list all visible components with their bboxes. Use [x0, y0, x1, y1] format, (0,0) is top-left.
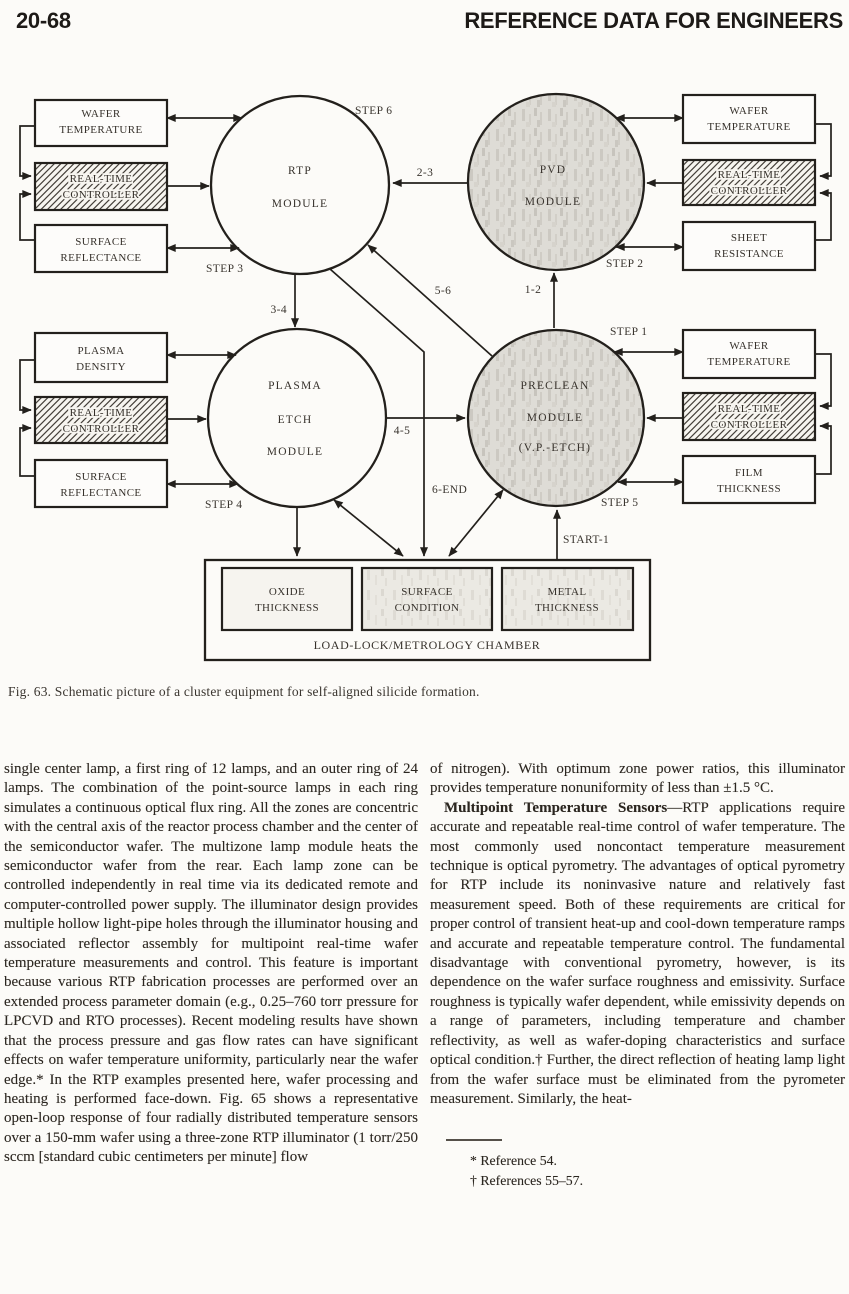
feedback-surface-refl-to-controller: [20, 194, 35, 240]
figure-63-diagram: [0, 88, 849, 678]
metal-thickness-box: [502, 568, 633, 630]
body-paragraph-right-2: [430, 799, 845, 1110]
right-text-column: [430, 760, 845, 1191]
footnote-1: * Reference 54.: [470, 1153, 557, 1169]
footnote-2: † References 55–57.: [470, 1173, 584, 1189]
chamber-title: LOAD-LOCK/METROLOGY CHAMBER: [313, 638, 541, 652]
box-label: REAL-TIME: [717, 403, 781, 415]
pvd-sheet-resistance-box: [683, 222, 815, 270]
arrow-5-6-preclean-to-rtp: [368, 245, 492, 356]
feedback-surface-refl-to-controller-etch: [20, 428, 35, 476]
box-label: WAFER: [729, 340, 769, 352]
box-label: METAL: [547, 586, 587, 598]
plasma-etch-label-2: ETCH: [277, 414, 313, 426]
box-label: REFLECTANCE: [60, 487, 142, 499]
pvd-module-label-1: PVD: [539, 164, 567, 176]
label-4-5: 4-5: [393, 425, 411, 437]
box-label: CONDITION: [394, 602, 460, 614]
rtp-module-label-2: MODULE: [271, 198, 329, 210]
rtp-real-time-controller-box: [35, 163, 167, 210]
plasma-surface-reflectance-box: [35, 460, 167, 507]
preclean-label-1: PRECLEAN: [520, 380, 590, 392]
label-step-4: STEP 4: [205, 499, 243, 511]
preclean-label-3: (V.P.-ETCH): [518, 442, 592, 454]
label-step-1: STEP 1: [610, 326, 648, 338]
feedback-sheet-res-to-controller-pvd: [815, 193, 831, 240]
label-3-4: 3-4: [270, 304, 287, 316]
box-label: THICKNESS: [254, 602, 320, 614]
box-label: FILM: [735, 467, 763, 479]
box-label: THICKNESS: [534, 602, 600, 614]
book-title: REFERENCE DATA FOR ENGINEERS: [464, 8, 843, 33]
feedback-wafer-temp-to-controller-preclean: [815, 354, 831, 406]
pvd-module-label-2: MODULE: [524, 196, 582, 208]
preclean-film-thickness-box: [683, 456, 815, 503]
box-label: CONTROLLER: [710, 419, 788, 431]
box-label: REAL-TIME: [69, 407, 133, 419]
left-text-column: [4, 760, 418, 1168]
footnote-rule: [446, 1139, 502, 1141]
box-label: TEMPERATURE: [707, 356, 791, 368]
body-paragraph-left: single center lamp, a first ring of 12 lamps, and an outer ring of 24 lamps. The combination of the point-source lamps in each ring simulates a continuous optical flux ring. All the zones are concentric with the central axis of the reactor process chamber and the center of the semiconductor wafer. The multizone lamp module heats the semiconductor wafer from the rear. Each lamp zone can be controlled independently in real time via its dedicated remote and computer-controlled power supply. The illuminator design provides multiple hollow light-pipe holes through the illuminator housing and associated reflector assembly for multipoint real-time wafer temperature measurements and control. This feature is important because various RTP fabrication processes are performed over an extended process parameter domain (e.g., 0.25–760 torr pressure for LPCVD and RTO processes). Recent modeling results have shown that the process pressure and gas flow rates can have significant effects on wafer temperature uniformity, particularly near the wafer edge.* In the RTP examples presented here, wafer processing and heating is performed face-down. Fig. 65 shows a representative open-loop response of four radially distributed temperature sensors over a 150-mm wafer using a three-zone RTP illuminator (1 torr/250 sccm [standard cubic centimeters per minute] flow: [4, 761, 418, 1166]
body-paragraph-right-2-text: —RTP applications require accurate and repeatable real-time control of wafer temperature. The most commonly used noncontact temperature measurement technique is optical pyrometry. The advantages of optical pyrometry for RTP include its noninvasive nature and relatively fast measurement speed. Both of these requirements are critical for proper control of transient heat-up and cool-down temperature ramps and accurate and repeatable temperature control. The fundamental disadvantage with conventional pyrometry, however, is its dependence on the wafer surface roughness and emissivity. Surface roughness is typically wafer dependent, while emissivity depends on a range of parameters, including temperature and chamber reflectivity, as well as wafer-doping characteristics and surface optical condition.† Further, the direct reflection of heating lamp light from the wafer surface must be eliminated from the pyrometer measurement. Similarly, the heat-: [430, 799, 845, 1107]
arrow-etch-chamber-diagonal: [334, 500, 403, 556]
label-step-3: STEP 3: [206, 263, 244, 275]
figure-caption: Fig. 63. Schematic picture of a cluster equipment for self-aligned silicide formation.: [8, 684, 480, 699]
box-label: SURFACE: [75, 471, 127, 483]
box-label: OXIDE: [268, 586, 306, 598]
surface-condition-box: [362, 568, 492, 630]
preclean-wafer-temperature-box: [683, 330, 815, 378]
box-label: CONTROLLER: [710, 185, 788, 197]
feedback-wafer-temp-to-controller-pvd: [815, 124, 831, 176]
plasma-etch-label-1: PLASMA: [268, 380, 322, 392]
box-label: TEMPERATURE: [707, 121, 791, 133]
plasma-etch-label-3: MODULE: [266, 446, 324, 458]
label-step-2: STEP 2: [606, 258, 644, 270]
box-label: SURFACE: [75, 236, 127, 248]
rtp-wafer-temperature-box: [35, 100, 167, 146]
rtp-module-label-1: RTP: [287, 165, 313, 177]
plasma-real-time-controller-box: [35, 397, 167, 443]
label-6-end: 6-END: [432, 484, 468, 496]
page-header: [16, 8, 843, 40]
box-label: THICKNESS: [716, 483, 782, 495]
box-label: WAFER: [81, 108, 121, 120]
box-label: CONTROLLER: [62, 189, 140, 201]
body-paragraph-right-1: of nitrogen). With optimum zone power ratios, this illuminator provides temperature nonuniformity of less than ±1.5 °C.: [430, 761, 845, 797]
feedback-plasma-density-to-controller: [20, 360, 35, 410]
pvd-real-time-controller-box: [683, 160, 815, 205]
plasma-density-box: [35, 333, 167, 382]
preclean-module: [468, 330, 644, 506]
pvd-wafer-temperature-box: [683, 95, 815, 143]
label-5-6: 5-6: [434, 285, 452, 297]
box-label: CONTROLLER: [62, 423, 140, 435]
label-start-1: START-1: [563, 534, 610, 546]
pvd-module-circle: [468, 94, 644, 270]
multipoint-sensors-heading: Multipoint Temperature Sensors: [444, 799, 668, 816]
box-label: SHEET: [730, 232, 768, 244]
box-label: REFLECTANCE: [60, 252, 142, 264]
box-label: TEMPERATURE: [59, 124, 143, 136]
load-lock-metrology-chamber: [205, 560, 650, 660]
label-1-2: 1-2: [524, 284, 542, 296]
rtp-surface-reflectance-box: [35, 225, 167, 272]
box-label: REAL-TIME: [69, 173, 133, 185]
preclean-label-2: MODULE: [526, 412, 584, 424]
box-label: SURFACE: [401, 586, 453, 598]
feedback-film-thickness-to-controller-preclean: [815, 426, 831, 474]
label-step-5: STEP 5: [601, 497, 639, 509]
box-label: WAFER: [729, 105, 769, 117]
footnotes: [430, 1139, 845, 1191]
box-label: PLASMA: [77, 345, 125, 357]
box-label: DENSITY: [76, 361, 126, 373]
oxide-thickness-box: [222, 568, 352, 630]
label-step-6: STEP 6: [355, 105, 393, 117]
pvd-module: [468, 94, 644, 270]
label-2-3: 2-3: [416, 167, 434, 179]
box-label: REAL-TIME: [717, 169, 781, 181]
feedback-wafer-temp-to-controller: [20, 126, 35, 176]
box-label: RESISTANCE: [714, 248, 784, 260]
arrow-preclean-chamber-diagonal: [449, 490, 503, 556]
preclean-real-time-controller-box: [683, 393, 815, 440]
page-number: 20-68: [16, 8, 71, 33]
